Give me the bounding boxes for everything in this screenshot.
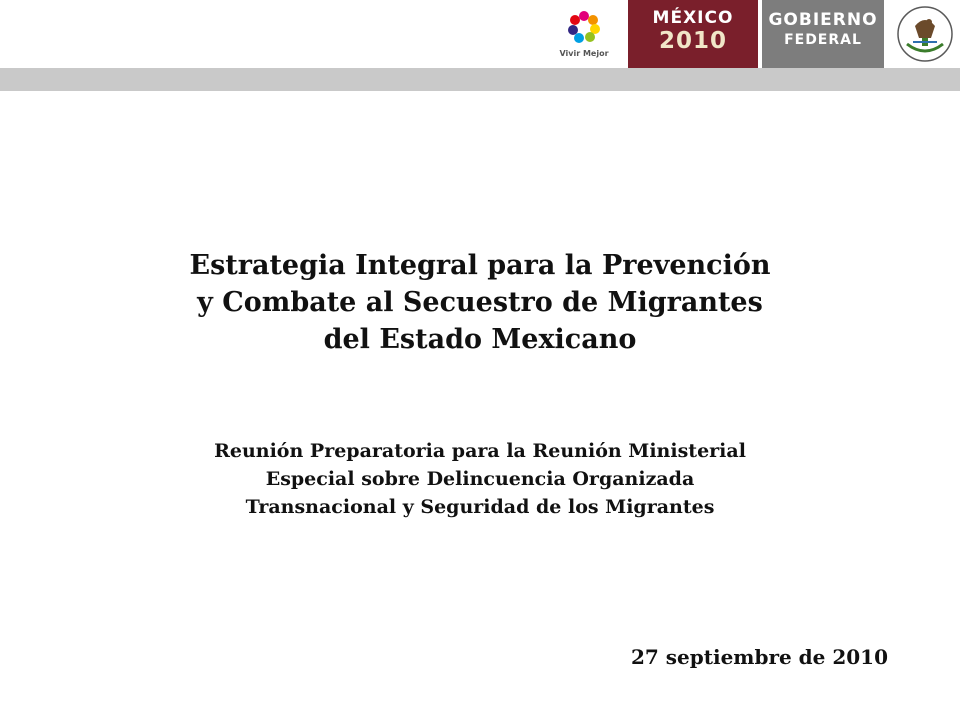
mexican-coat-of-arms-icon	[895, 4, 955, 64]
federal-label: FEDERAL	[784, 32, 862, 48]
title-line: y Combate al Secuestro de Migrantes	[197, 287, 763, 318]
subtitle-line: Reunión Preparatoria para la Reunión Ministerial	[214, 440, 746, 462]
title-line: Estrategia Integral para la Prevención	[189, 250, 771, 281]
subtitle-line: Especial sobre Delincuencia Organizada	[265, 468, 695, 490]
coat-of-arms-logo	[890, 0, 960, 68]
vivir-mejor-label: Vivir Mejor	[559, 49, 609, 58]
slide-title	[120, 247, 840, 358]
title-line: del Estado Mexicano	[323, 324, 637, 355]
year-label: 2010	[658, 28, 727, 54]
mexico-2010-logo	[628, 0, 758, 68]
header-divider-bar	[0, 68, 960, 91]
gobierno-federal-logo	[762, 0, 884, 68]
gobierno-label: GOBIERNO	[768, 10, 878, 30]
slide-subtitle	[120, 437, 840, 521]
mexico-label: MÉXICO	[652, 8, 734, 28]
slide-date: 27 septiembre de 2010	[630, 645, 888, 669]
vivir-mejor-logo	[546, 0, 622, 68]
subtitle-line: Transnacional y Seguridad de los Migrantes	[245, 496, 715, 518]
header-logos	[546, 0, 960, 68]
vivir-mejor-flower-icon	[567, 10, 601, 44]
